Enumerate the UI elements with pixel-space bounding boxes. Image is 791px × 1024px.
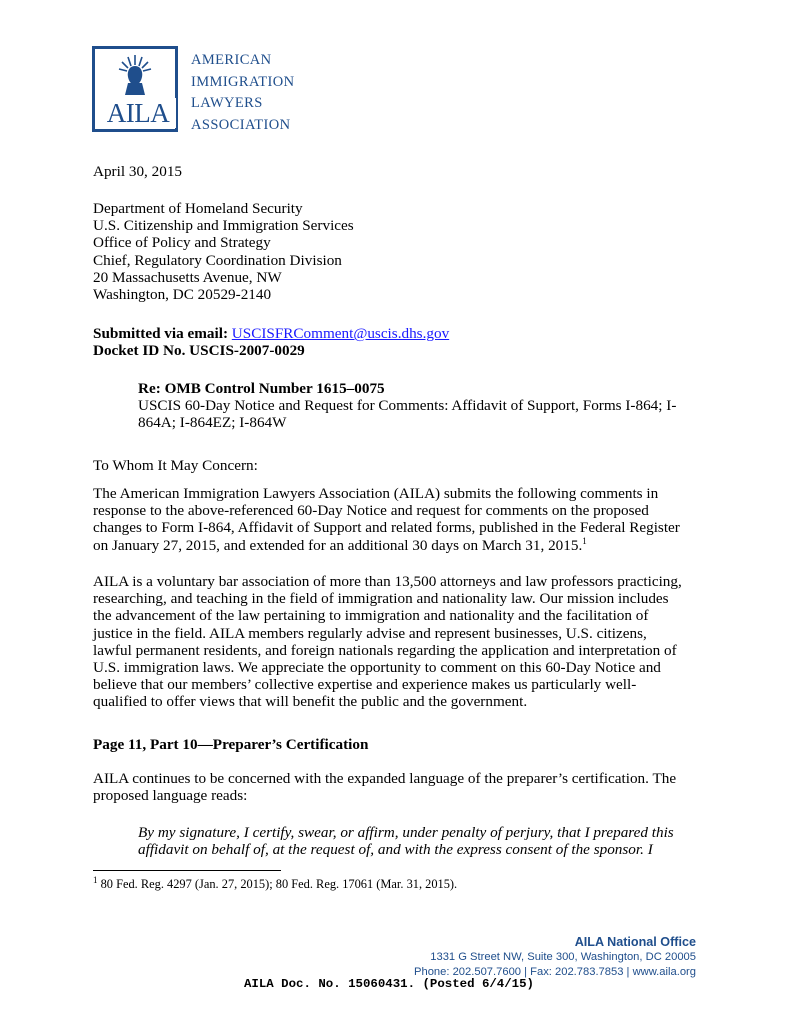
paragraph-line: justice in the field. AILA members regularly advise and represent businesses, U.S. citizens,	[93, 624, 647, 642]
subject-line: 864A; I-864EZ; I-864W	[138, 414, 287, 432]
document-number: AILA Doc. No. 15060431. (Posted 6/4/15)	[244, 977, 534, 991]
footnote-text: 80 Fed. Reg. 4297 (Jan. 27, 2015); 80 Fed. Reg. 17061 (Mar. 31, 2015).	[100, 877, 458, 891]
block-quote	[138, 824, 708, 858]
address-line: U.S. Citizenship and Immigration Services	[93, 217, 354, 235]
footnote	[93, 874, 458, 892]
org-name-line: AMERICAN	[191, 52, 272, 68]
paragraph-line: researching, and teaching in the field of immigration and nationality law. Our mission includes	[93, 590, 669, 608]
paragraph-line: the advancement of the law pertaining to immigration and nationality and the facilitation of	[93, 607, 649, 625]
paragraph-about-aila	[93, 573, 703, 711]
address-line: 20 Massachusetts Avenue, NW	[93, 268, 282, 286]
paragraph-line: AILA continues to be concerned with the expanded language of the preparer’s certification. The	[93, 770, 677, 787]
paragraph-line: qualified to offer views that will benefit the public and the government.	[93, 693, 528, 711]
paragraph-introduction	[93, 485, 703, 554]
salutation: To Whom It May Concern:	[93, 457, 258, 474]
docket-id: Docket ID No. USCIS-2007-0029	[93, 342, 305, 360]
address-line: Office of Policy and Strategy	[93, 234, 271, 252]
aila-logo	[92, 46, 178, 132]
subject-title: Re: OMB Control Number 1615–0075	[138, 380, 385, 397]
address-line: Department of Homeland Security	[93, 200, 303, 217]
org-name-line: IMMIGRATION	[191, 73, 295, 90]
quote-line: By my signature, I certify, swear, or affirm, under penalty of perjury, that I prepared this	[138, 824, 674, 841]
paragraph-line: proposed language reads:	[93, 787, 248, 805]
org-name-line: LAWYERS	[191, 95, 263, 111]
address-line: Chief, Regulatory Coordination Division	[93, 251, 342, 269]
organization-name	[191, 50, 294, 136]
subject-line: USCIS 60-Day Notice and Request for Comments: Affidavit of Support, Forms I-864; I-	[138, 397, 677, 415]
recipient-address	[93, 200, 703, 303]
national-office-info	[414, 934, 696, 980]
footnote-number: 1	[93, 874, 98, 885]
footnote-divider	[93, 870, 281, 871]
paragraph-line: lawful permanent residents, and foreign nationals regarding the application and interpretation of	[93, 641, 677, 659]
submitted-label: Submitted via email:	[93, 325, 228, 342]
org-name-line: ASSOCIATION	[191, 116, 291, 133]
section-heading: Page 11, Part 10—Preparer’s Certification	[93, 736, 369, 753]
paragraph-line: changes to Form I-864, Affidavit of Support and related forms, published in the Federal Register	[93, 519, 680, 537]
quote-line: affidavit on behalf of, at the request of, and with the express consent of the sponsor. I	[138, 841, 653, 859]
paragraph-concern	[93, 770, 703, 804]
paragraph-line: response to the above-referenced 60-Day Notice and request for comments on the proposed	[93, 502, 649, 520]
paragraph-line: on January 27, 2015, and extended for an additional 30 days on March 31, 2015.	[93, 536, 583, 554]
paragraph-line: U.S. immigration laws. We appreciate the opportunity to comment on this 60-Day Notice and	[93, 659, 661, 677]
office-contact: Phone: 202.507.7600 | Fax: 202.783.7853 | www.aila.org	[414, 966, 696, 978]
address-line: Washington, DC 20529-2140	[93, 286, 272, 304]
submission-email-link[interactable]: USCISFRComment@uscis.dhs.gov	[231, 325, 450, 342]
letter-date: April 30, 2015	[93, 163, 183, 180]
logo-text: AILA	[100, 98, 176, 128]
footnote-reference[interactable]: 1	[582, 535, 587, 546]
office-address: 1331 G Street NW, Suite 300, Washington, DC 20005	[430, 951, 696, 963]
subject-block	[138, 380, 708, 432]
paragraph-line: The American Immigration Lawyers Association (AILA) submits the following comments in	[93, 485, 659, 502]
submission-info	[93, 325, 703, 359]
paragraph-line: AILA is a voluntary bar association of more than 13,500 attorneys and law professors practicing,	[93, 573, 682, 590]
office-title: AILA National Office	[574, 935, 696, 949]
paragraph-line: believe that our members’ collective expertise and experience makes us particularly well-	[93, 676, 637, 694]
